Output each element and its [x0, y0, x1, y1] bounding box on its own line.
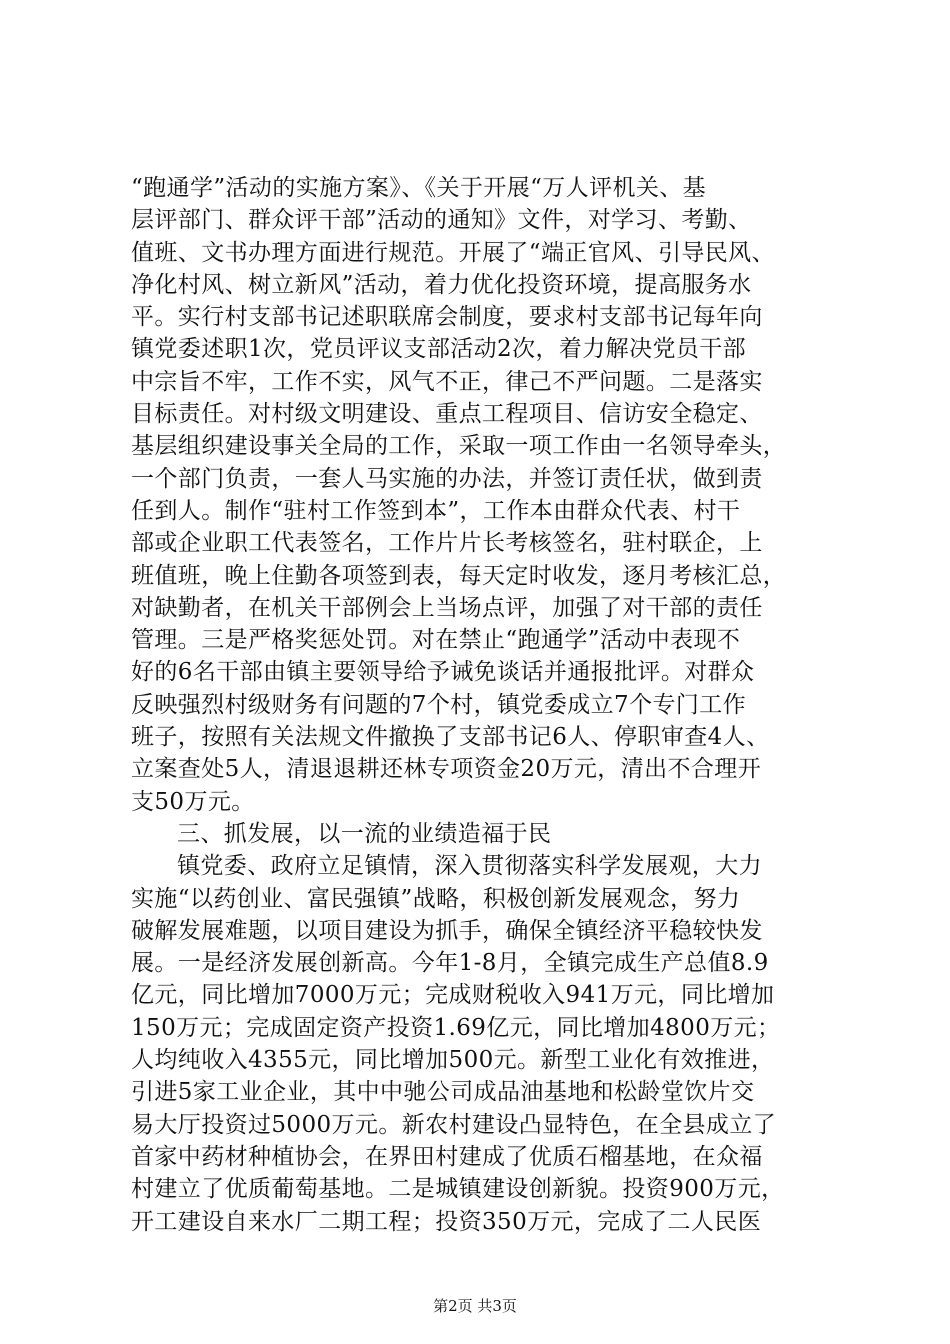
text-line: 破解发展难题，以项目建设为抓手，确保全镇经济平稳较快发	[131, 917, 763, 944]
text-line: 易大厅投资过5000万元。新农村建设凸显特色，在全县成立了	[131, 1111, 777, 1138]
text-line: 实施“以药创业、富民强镇”战略，积极创新发展观念，努力	[131, 885, 741, 912]
text-line: 好的6名干部由镇主要领导给予诫免谈话并通报批评。对群众	[131, 659, 755, 686]
text-line: 首家中药材种植协会，在界田村建成了优质石榴基地，在众福	[131, 1143, 763, 1170]
text-line: 管理。三是严格奖惩处罚。对在禁止“跑通学”活动中表现不	[131, 627, 741, 654]
text-line: 人均纯收入4355元，同比增加500元。新型工业化有效推进，	[131, 1047, 775, 1074]
text-line: 平。实行村支部书记述职联席会制度，要求村支部书记每年向	[131, 304, 763, 331]
text-line: 对缺勤者，在机关干部例会上当场点评，加强了对干部的责任	[131, 594, 763, 621]
document-body	[131, 172, 831, 1238]
text-line: 班子，按照有关法规文件撤换了支部书记6人、停职审查4人、	[131, 724, 770, 751]
text-line: 镇党委、政府立足镇情，深入贯彻落实科学发展观，大力	[177, 853, 762, 880]
text-line: 一个部门负责，一套人马实施的办法，并签订责任状，做到责	[131, 465, 763, 492]
text-line: 任到人。制作“驻村工作签到本”，工作本由群众代表、村干	[131, 497, 741, 524]
text-line: 班值班，晚上住勤各项签到表，每天定时收发，逐月考核汇总，	[131, 562, 787, 589]
page-footer	[0, 1296, 950, 1316]
text-line: 目标责任。对村级文明建设、重点工程项目、信访安全稳定、	[131, 401, 763, 428]
text-line: 支50万元。	[131, 788, 255, 815]
text-line: 值班、文书办理方面进行规范。开展了“端正官风、引导民风、	[131, 239, 775, 266]
text-line: 基层组织建设事关全局的工作，采取一项工作由一名领导牵头，	[131, 433, 787, 460]
text-line: 开工建设自来水厂二期工程；投资350万元，完成了二人民医	[131, 1208, 762, 1235]
section-heading: 三、抓发展，以一流的业绩造福于民	[177, 820, 552, 847]
text-line: 展。一是经济发展创新高。今年1-8月，全镇完成生产总值8.9	[131, 950, 769, 977]
text-line: 村建立了优质葡萄基地。二是城镇建设创新貌。投资900万元，	[131, 1176, 785, 1203]
text-line: 层评部门、群众评干部”活动的通知》文件，对学习、考勤、	[131, 207, 752, 234]
text-line: 立案查处5人，清退退耕还林专项资金20万元，清出不合理开	[131, 756, 762, 783]
text-line: 部或企业职工代表签名，工作片片长考核签名，驻村联企，上	[131, 530, 763, 557]
text-line: 净化村风、树立新风”活动，着力优化投资环境，提高服务水	[131, 271, 752, 298]
text-line: 反映强烈村级财务有问题的7个村，镇党委成立7个专门工作	[131, 691, 747, 718]
text-line: 镇党委述职1次，党员评议支部活动2次，着力解决党员干部	[131, 336, 747, 363]
text-line: 亿元，同比增加7000万元；完成财税收入941万元，同比增加	[131, 982, 775, 1009]
text-line: “跑通学”活动的实施方案》、《关于开展“万人评机关、基	[131, 175, 707, 201]
page-number-label: 第2页 共3页	[433, 1297, 517, 1315]
text-line: 150万元；完成固定资产投资1.69亿元，同比增加4800万元；	[131, 1014, 781, 1041]
text-line: 中宗旨不牢，工作不实，风气不正，律己不严问题。二是落实	[131, 368, 763, 395]
text-line: 引进5家工业企业，其中中驰公司成品油基地和松龄堂饮片交	[131, 1079, 755, 1106]
